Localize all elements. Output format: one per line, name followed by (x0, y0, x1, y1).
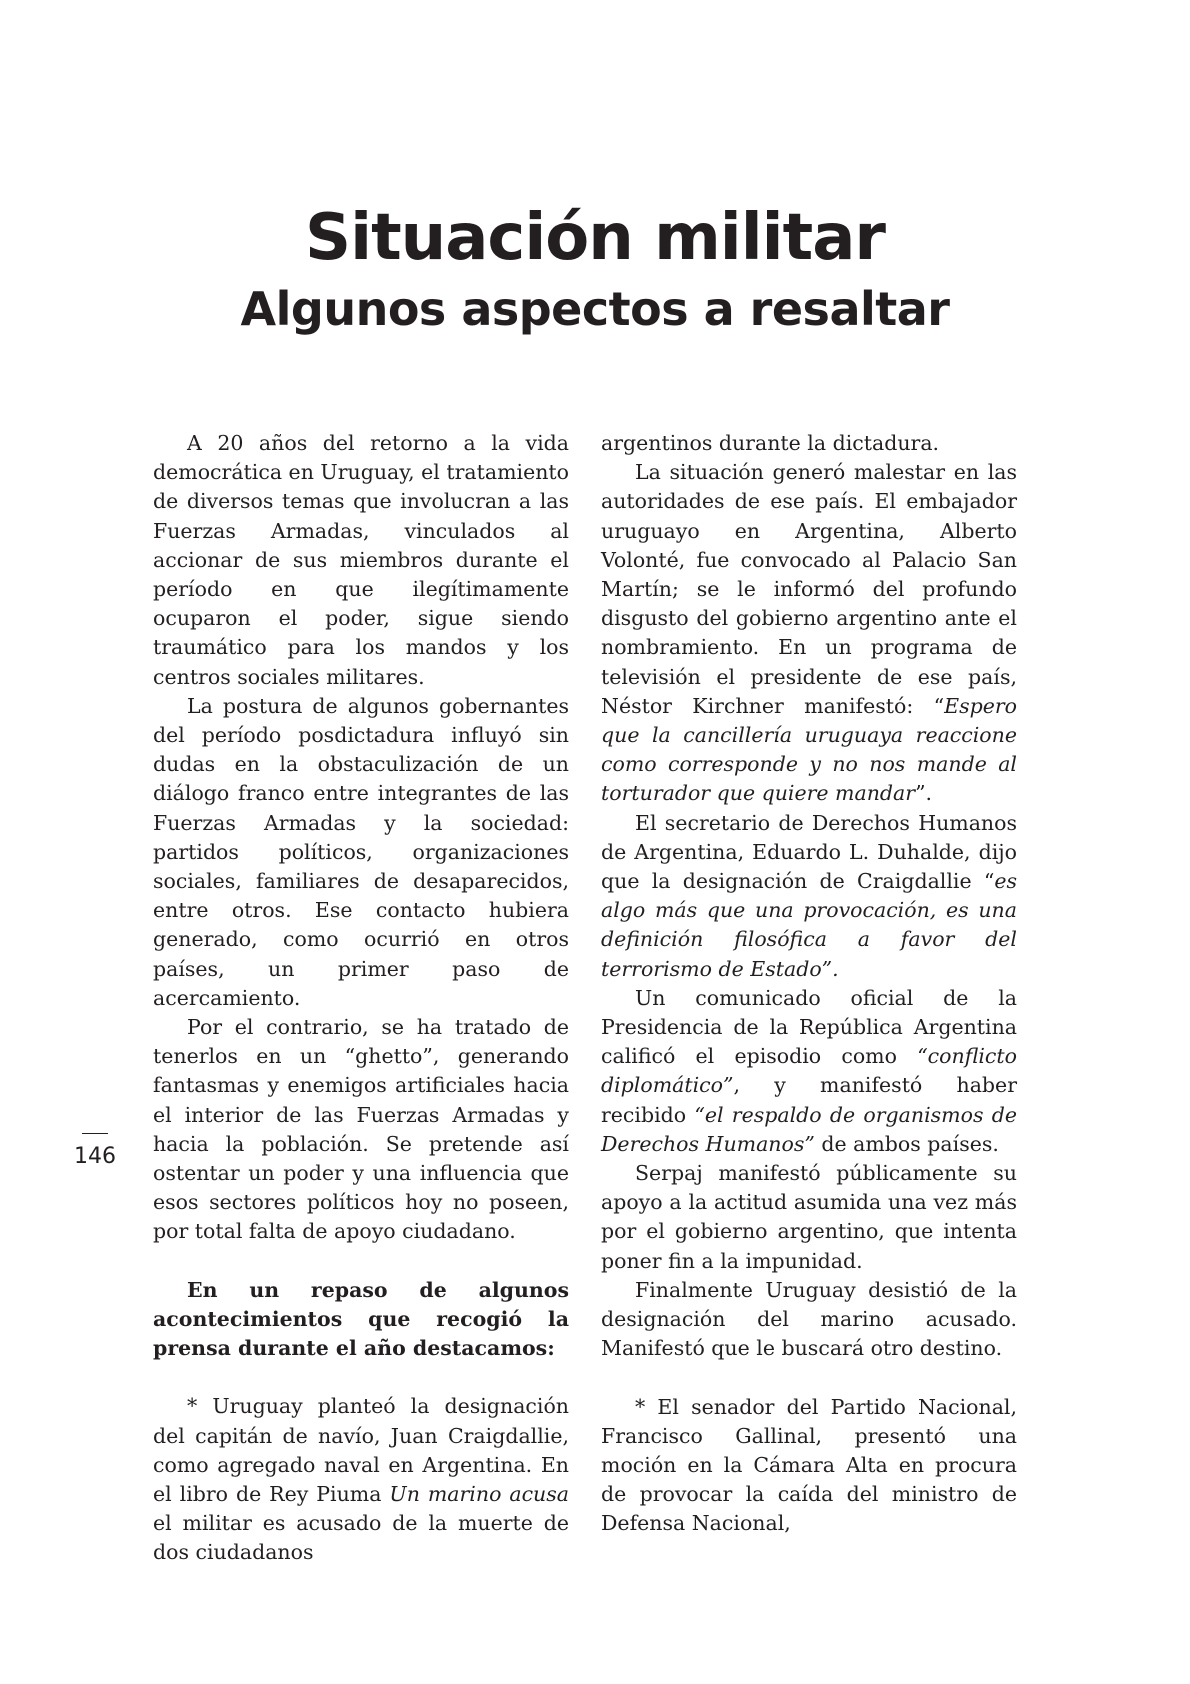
paragraph (153, 1392, 569, 1567)
paragraph: * El senador del Partido Nacional, Francisco Gallinal, presentó una moción en la Cámara Alta en procura de provocar la caída del ministro de Defensa Nacional, (601, 1394, 1017, 1536)
quote: “el respaldo de organismos de Derechos Humanos” (601, 1102, 1017, 1156)
left-column (153, 429, 569, 1568)
text-run: el militar es acusado de la muerte de dos ciudadanos (153, 1511, 569, 1565)
paragraph (601, 809, 1017, 984)
paragraph (601, 458, 1017, 808)
text-run: de ambos países. (814, 1131, 999, 1156)
quote: “conflicto diplomático” (601, 1044, 1017, 1098)
paragraph: Por el contrario, se ha tratado de tenerlos en un “ghetto”, generando fantasmas y enemigos artificiales hacia el interior de las Fuerzas Armadas y hacia la población. Se pretende así ostentar un poder y una influencia que esos sectores políticos hoy no poseen, por total falta de apoyo ciudadano. (153, 1015, 569, 1244)
text-run: * Uruguay planteó la designación del capitán de navío, Juan Craigdallie, como agregado naval en Argentina. En el libro de Rey Piuma (153, 1394, 569, 1506)
paragraph: La postura de algunos gobernantes del período posdictadura influyó sin dudas en la obstaculización de un diálogo franco entre integrantes de las Fuerzas Armadas y la sociedad: partidos políticos, organizaciones sociales, familiares de desaparecidos, entre otros. Ese contacto hubiera generado, como ocurrió en otros países, un primer paso de acercamiento. (153, 693, 569, 1010)
page-number-rule (82, 1133, 108, 1134)
quote: es algo más que una provocación, es una definición filosófica a favor del terrorismo de Estado”. (601, 869, 1017, 981)
paragraph: Finalmente Uruguay desistió de la designación del marino acusado. Manifestó que le buscará otro destino. (601, 1277, 1017, 1361)
text-run: , y manifestó haber recibido (601, 1073, 1017, 1127)
page-title: Situación militar (305, 201, 885, 275)
bold-text: En un repaso de algunos acontecimientos que recogió la prensa durante el año destacamos: (153, 1277, 569, 1361)
text-run: La situación generó malestar en las autoridades de ese país. El embajador uruguayo en Argentina, Alberto Volonté, fue convocado al Palacio San Martín; se le informó del profundo disgusto del gobierno argentino ante el nombramiento. En un programa de televisión el presidente de ese país, Néstor Kirchner manifestó: “ (601, 460, 1017, 718)
text-run: ”. (915, 781, 933, 806)
text-run: Un comunicado oficial de la Presidencia de la República Argentina calificó el episodio como (601, 985, 1017, 1069)
paragraph: A 20 años del retorno a la vida democrática en Uruguay, el tratamiento de diversos temas que involucran a las Fuerzas Armadas, vinculados al accionar de sus miembros durante el período en que ilegítimamente ocuparon el poder, sigue siendo traumático para los mandos y los centros sociales militares. (153, 431, 569, 689)
paragraph: Serpaj manifestó públicamente su apoyo a la actitud asumida una vez más por el gobierno argentino, que intenta poner fin a la impunidad. (601, 1161, 1017, 1273)
paragraph (601, 984, 1017, 1159)
page-subtitle: Algunos aspectos a resaltar (240, 282, 950, 336)
highlight-paragraph (153, 1276, 569, 1364)
page-number: 146 (74, 1144, 116, 1169)
text-run: El secretario de Derechos Humanos de Argentina, Eduardo L. Duhalde, dijo que la designación de Craigdallie “ (601, 810, 1017, 894)
right-column (601, 429, 1017, 1539)
book-title: Un marino acusa (389, 1481, 570, 1506)
quote: Espero que la cancillería uruguaya reaccione como corresponde y no nos mande al torturador que quiere mandar (601, 693, 1017, 806)
paragraph: argentinos durante la dictadura. (601, 431, 940, 455)
title-block (0, 198, 1190, 338)
